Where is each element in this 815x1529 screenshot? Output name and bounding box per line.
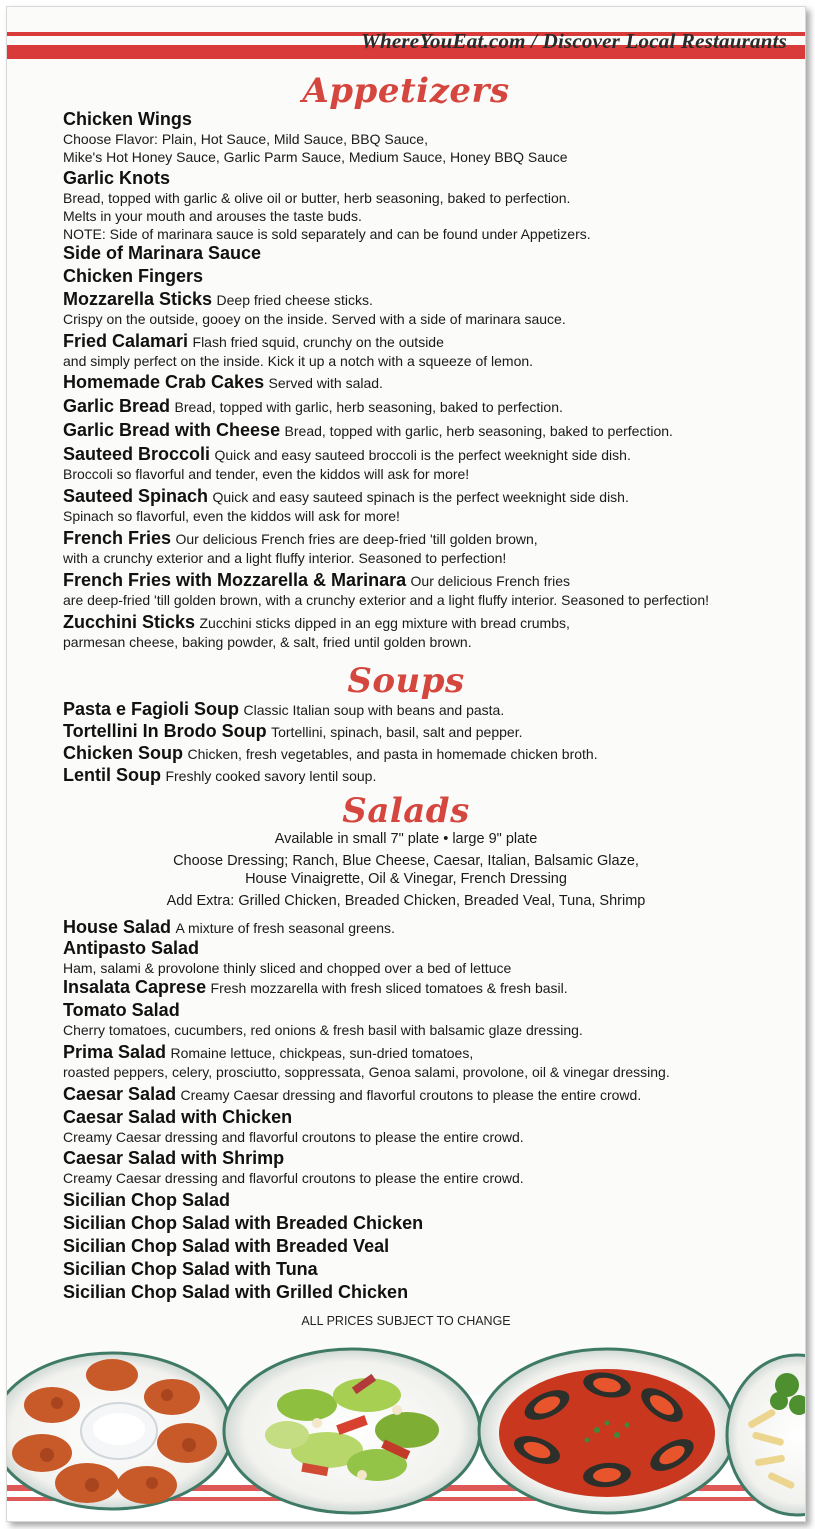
item-description: Bread, topped with garlic, herb seasoning, baked to perfection. — [174, 399, 563, 415]
item-description: Freshly cooked savory lentil soup. — [165, 768, 377, 784]
item-name: Garlic Bread with Cheese — [63, 420, 281, 440]
wings-plate-image — [7, 1353, 232, 1509]
item-description: Melts in your mouth and arouses the taste buds. — [63, 208, 362, 224]
item-name: French Fries — [63, 528, 172, 548]
salad-extras: Add Extra: Grilled Chicken, Breaded Chicken, Breaded Veal, Tuna, Shrimp — [166, 893, 646, 909]
item-description: Classic Italian soup with beans and pasta. — [243, 702, 505, 718]
item-name: French Fries with Mozzarella & Marinara — [63, 570, 407, 590]
menu-item-insalata-caprese — [63, 977, 793, 998]
item-name: Zucchini Sticks — [63, 612, 196, 632]
item-name: Fried Calamari — [63, 331, 189, 351]
item-description: Choose Flavor: Plain, Hot Sauce, Mild Sauce, BBQ Sauce, — [63, 131, 428, 147]
menu-item-sauteed-broccoli — [63, 444, 793, 483]
item-name: Sicilian Chop Salad with Tuna — [63, 1259, 318, 1279]
item-description: Romaine lettuce, chickpeas, sun-dried tomatoes, — [170, 1045, 474, 1061]
menu-item-sicilian-tuna — [63, 1259, 793, 1280]
menu-item-sicilian-grilled-chicken — [63, 1282, 793, 1303]
item-description: Bread, topped with garlic & olive oil or butter, herb seasoning, baked to perfection. — [63, 190, 571, 206]
menu-item-sicilian-chop — [63, 1190, 793, 1211]
salad-dressings: Choose Dressing; Ranch, Blue Cheese, Caesar, Italian, Balsamic Glaze, — [173, 853, 639, 869]
item-description: Deep fried cheese sticks. — [216, 292, 373, 308]
menu-item-lentil-soup — [63, 765, 793, 786]
menu-item-side-marinara — [63, 243, 793, 264]
item-name: Chicken Wings — [63, 109, 192, 129]
item-description: Served with salad. — [268, 375, 383, 391]
menu-item-chicken-soup — [63, 743, 793, 764]
item-description: Cherry tomatoes, cucumbers, red onions & fresh basil with balsamic glaze dressing. — [63, 1022, 583, 1038]
menu-item-chicken-fingers — [63, 266, 793, 287]
item-description: A mixture of fresh seasonal greens. — [175, 920, 395, 936]
item-description: and simply perfect on the inside. Kick it up a notch with a squeeze of lemon. — [63, 353, 534, 369]
menu-item-sauteed-spinach — [63, 486, 793, 525]
salad-plate-image — [224, 1349, 480, 1513]
item-name: Garlic Bread — [63, 396, 171, 416]
menu-item-fried-calamari — [63, 331, 793, 370]
prices-note: ALL PRICES SUBJECT TO CHANGE — [301, 1314, 511, 1328]
item-description: Quick and easy sauteed spinach is the perfect weeknight side dish. — [212, 489, 629, 505]
item-name: Tortellini In Brodo Soup — [63, 721, 267, 741]
item-description: Creamy Caesar dressing and flavorful croutons to please the entire crowd. — [63, 1170, 524, 1186]
menu-item-antipasto-salad — [63, 938, 793, 977]
item-name: Garlic Knots — [63, 168, 171, 188]
menu-item-crab-cakes — [63, 372, 793, 393]
item-name: Caesar Salad with Chicken — [63, 1107, 293, 1127]
item-description: Mike's Hot Honey Sauce, Garlic Parm Sauce, Medium Sauce, Honey BBQ Sauce — [63, 149, 568, 165]
menu-item-garlic-bread-cheese — [63, 420, 793, 441]
item-name: Chicken Fingers — [63, 266, 204, 286]
menu-item-garlic-knots — [63, 168, 793, 243]
menu-item-pasta-fagioli — [63, 699, 793, 720]
menu-item-tomato-salad — [63, 1000, 793, 1039]
item-description: Flash fried squid, crunchy on the outside — [192, 334, 444, 350]
item-description: are deep-fried 'till golden brown, with a crunchy exterior and a light fluffy interior. Seasoned to perfection! — [63, 592, 710, 608]
menu-item-fries-mozzarella — [63, 570, 793, 609]
item-description: Ham, salami & provolone thinly sliced and chopped over a bed of lettuce — [63, 960, 512, 976]
item-description: Our delicious French fries are deep-fried 'till golden brown, — [175, 531, 538, 547]
item-name: Sicilian Chop Salad with Grilled Chicken — [63, 1282, 409, 1302]
item-name: Prima Salad — [63, 1042, 167, 1062]
menu-item-zucchini-sticks — [63, 612, 793, 651]
menu-item-prima-salad — [63, 1042, 793, 1081]
item-name: Caesar Salad — [63, 1084, 177, 1104]
item-name: Tomato Salad — [63, 1000, 180, 1020]
item-description: Broccoli so flavorful and tender, even the kiddos will ask for more! — [63, 466, 470, 482]
item-description: Creamy Caesar dressing and flavorful croutons to please the entire crowd. — [180, 1087, 642, 1103]
menu-page — [6, 6, 806, 1522]
menu-item-garlic-bread — [63, 396, 793, 417]
item-name: Sauteed Spinach — [63, 486, 209, 506]
item-note: NOTE: Side of marinara sauce is sold separately and can be found under Appetizers. — [63, 226, 591, 242]
item-name: House Salad — [63, 917, 172, 937]
item-description: Bread, topped with garlic, herb seasoning, baked to perfection. — [284, 423, 673, 439]
item-name: Caesar Salad with Shrimp — [63, 1148, 285, 1168]
item-name: Antipasto Salad — [63, 938, 200, 958]
item-description: Crispy on the outside, gooey on the inside. Served with a side of marinara sauce. — [63, 311, 566, 327]
item-name: Mozzarella Sticks — [63, 289, 213, 309]
item-description: parmesan cheese, baking powder, & salt, fried until golden brown. — [63, 634, 472, 650]
item-description: with a crunchy exterior and a light fluffy interior. Seasoned to perfection! — [63, 550, 507, 566]
salad-sizes: Available in small 7" plate • large 9" plate — [274, 831, 538, 847]
item-description: Chicken, fresh vegetables, and pasta in homemade chicken broth. — [187, 746, 598, 762]
item-name: Lentil Soup — [63, 765, 161, 785]
item-name: Sicilian Chop Salad — [63, 1190, 231, 1210]
item-name: Chicken Soup — [63, 743, 184, 763]
item-description: Quick and easy sauteed broccoli is the perfect weeknight side dish. — [214, 447, 631, 463]
item-name: Sicilian Chop Salad with Breaded Veal — [63, 1236, 390, 1256]
menu-item-sicilian-breaded-veal — [63, 1236, 793, 1257]
section-title-appetizers: Appetizers — [302, 71, 510, 111]
item-description: Spinach so flavorful, even the kiddos will ask for more! — [63, 508, 400, 524]
menu-item-caesar-chicken — [63, 1107, 793, 1146]
menu-item-mozzarella-sticks — [63, 289, 793, 328]
item-name: Sicilian Chop Salad with Breaded Chicken — [63, 1213, 424, 1233]
section-title-salads: Salads — [342, 791, 470, 831]
site-banner: WhereYouEat.com / Discover Local Restaurants — [361, 29, 787, 53]
menu-item-caesar-shrimp — [63, 1148, 793, 1187]
item-name: Sauteed Broccoli — [63, 444, 211, 464]
section-title-soups: Soups — [347, 661, 465, 701]
item-name: Insalata Caprese — [63, 977, 207, 997]
food-photo-strip — [7, 1335, 805, 1521]
menu-item-caesar-salad — [63, 1084, 793, 1105]
item-description: roasted peppers, celery, prosciutto, soppressata, Genoa salami, provolone, oil & vinegar dressing. — [63, 1064, 670, 1080]
item-name: Homemade Crab Cakes — [63, 372, 265, 392]
menu-item-tortellini-soup — [63, 721, 793, 742]
item-description: Tortellini, spinach, basil, salt and pepper. — [271, 724, 523, 740]
menu-item-house-salad — [63, 917, 793, 938]
item-description: Our delicious French fries — [410, 573, 571, 589]
menu-item-sicilian-breaded-chicken — [63, 1213, 793, 1234]
menu-item-chicken-wings — [63, 109, 793, 166]
menu-item-french-fries — [63, 528, 793, 567]
item-description: Zucchini sticks dipped in an egg mixture with bread crumbs, — [199, 615, 570, 631]
item-description: Fresh mozzarella with fresh sliced tomatoes & fresh basil. — [210, 980, 568, 996]
item-name: Side of Marinara Sauce — [63, 243, 262, 263]
item-description: Creamy Caesar dressing and flavorful croutons to please the entire crowd. — [63, 1129, 524, 1145]
mussels-plate-image — [479, 1349, 735, 1513]
item-name: Pasta e Fagioli Soup — [63, 699, 240, 719]
salad-dressings-cont: House Vinaigrette, Oil & Vinegar, French Dressing — [245, 871, 567, 887]
